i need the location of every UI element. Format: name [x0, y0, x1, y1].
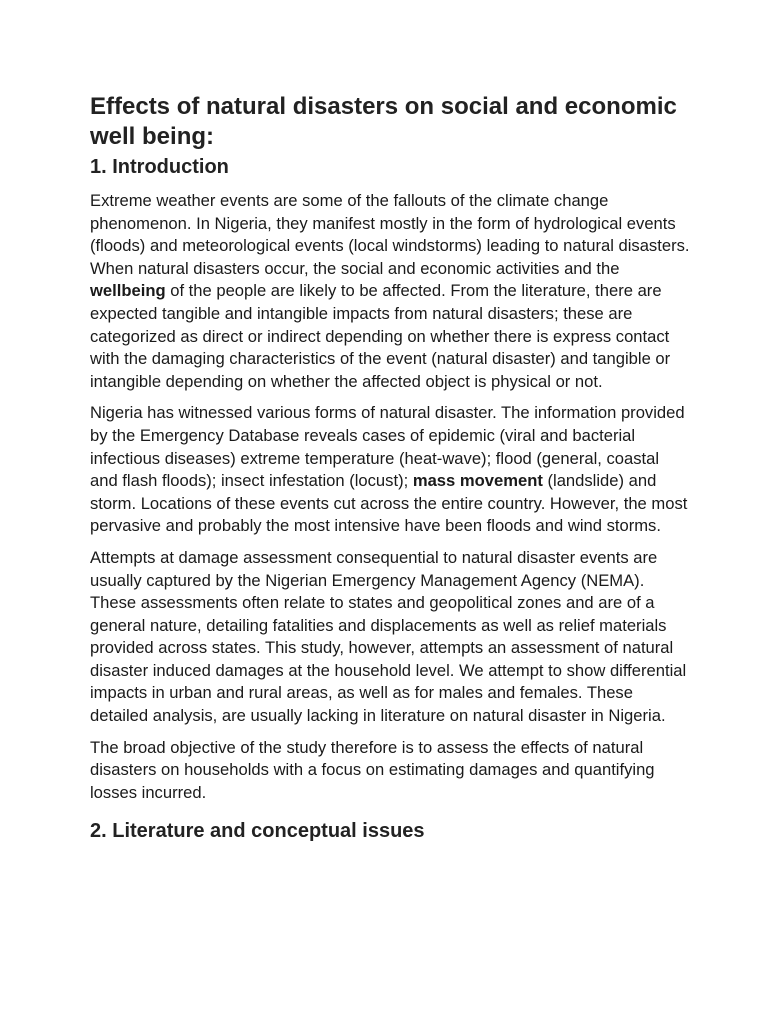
- section-heading-literature: 2. Literature and conceptual issues: [90, 820, 425, 843]
- paragraph-3: Attempts at damage assessment consequential to natural disaster events are usually captured by the Nigerian Emergency Management Agency (NEMA). These assessments often relate to states and geopolitical zones and are of a general nature, detailing fatalities and displacements as well as relief materials provided across states. This study, however, attempts an assessment of natural disaster induced damages at the household level. We attempt to show differential impacts in urban and rural areas, as well as for males and females. These detailed analysis, are usually lacking in literature on natural disaster in Nigeria.: [90, 547, 687, 726]
- paragraph-1-text-a: Extreme weather events are some of the fallouts of the climate change phenomenon. In Nigeria, they manifest mostly in the form of hydrological events (floods) and meteorological events (local windstorms) leading to natural disasters. When natural disasters occur, the social and economic activities and the: [90, 191, 690, 278]
- paragraph-2-text-b: (landslide) and storm. Locations of these events cut across the entire country. However, the most pervasive and probably the most intensive have been floods and wind storms.: [90, 471, 688, 536]
- paragraph-2-bold-mass-movement: mass movement: [412, 471, 543, 491]
- paragraph-2: [90, 402, 690, 538]
- paragraph-1-bold-wellbeing: wellbeing: [90, 281, 166, 301]
- paragraph-1: [90, 190, 690, 393]
- document-page: [90, 92, 690, 844]
- paragraph-4: The broad objective of the study therefore is to assess the effects of natural disasters on households with a focus on estimating damages and quantifying losses incurred.: [90, 737, 655, 802]
- paragraph-1-text-b: of the people are likely to be affected. From the literature, there are expected tangible and intangible impacts from natural disasters; these are categorized as direct or indirect depending on whether there is express contact with the damaging characteristics of the event (natural disaster) and tangible or intangible depending on whether the affected object is physical or not.: [90, 281, 671, 391]
- section-heading-introduction: 1. Introduction: [90, 156, 229, 178]
- paragraph-2-text-a: Nigeria has witnessed various forms of natural disaster. The information provided by the Emergency Database reveals cases of epidemic (viral and bacterial infectious diseases) extreme temperature (heat-wave); flood (general, coastal and flash floods); insect infestation (locust);: [90, 403, 685, 491]
- document-title: Effects of natural disasters on social and economic well being:: [90, 93, 677, 150]
